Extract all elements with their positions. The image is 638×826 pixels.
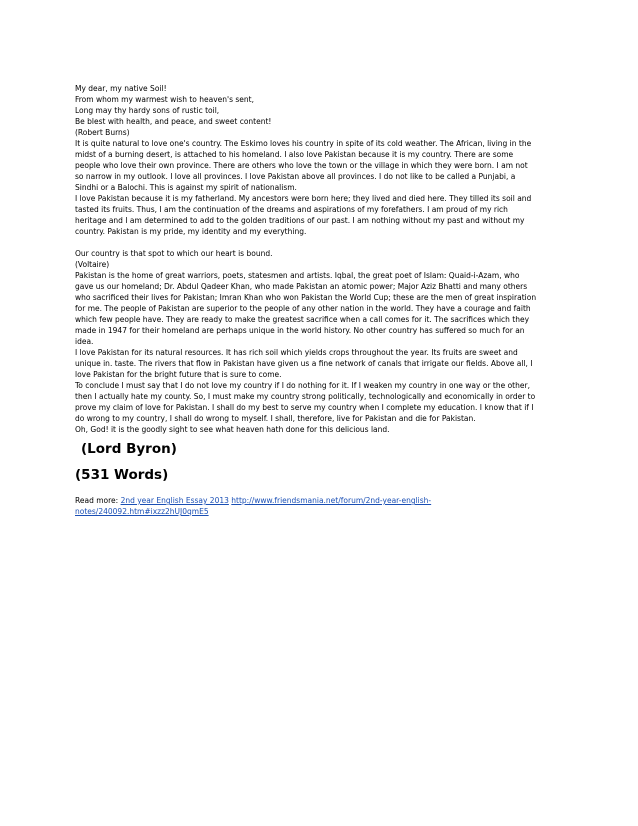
paragraph-line: prove my claim of love for Pakistan. I shall do my best to serve my country when I complete my education. I know that if I <box>75 403 534 412</box>
paragraph-line: Sindhi or a Balochi. This is against my spirit of nationalism. <box>75 183 297 192</box>
read-more-line <box>75 495 565 506</box>
quote-voltaire <box>75 248 565 270</box>
url-link-part-2[interactable]: notes/240092.htm#ixzz2hUJ0qmE5 <box>75 507 209 516</box>
paragraph-line: gave us our homeland; Dr. Abdul Qadeer Khan, who made Pakistan an atomic power; Major Aziz Bhatti and many others <box>75 282 528 291</box>
paragraph-line: for me. The people of Pakistan are superior to the people of any other nation in the world. They have a courage and faith <box>75 304 531 313</box>
poem-line: Be blest with health, and peace, and sweet content! <box>75 117 272 126</box>
paragraph-line: then I actually hate my county. So, I must make my country strong politically, technologically and economically in order to <box>75 392 536 401</box>
paragraph-fatherland <box>75 193 565 237</box>
paragraph-line: tasted its fruits. Thus, I am the continuation of the dreams and aspirations of my forefathers. I am proud of my rich <box>75 205 508 214</box>
paragraph-line: do wrong to my country, I shall do wrong to myself. I shall, therefore, live for Pakistan and die for Pakistan. <box>75 414 476 423</box>
poem-attribution: (Robert Burns) <box>75 128 130 137</box>
heading-word-count: (531 Words) <box>75 467 169 483</box>
paragraph-line: I love Pakistan because it is my fatherland. My ancestors were born here; they lived and died here. They tilled its soil and <box>75 194 532 203</box>
paragraph-line: which few people have. They are ready to make the greatest sacrifice when a call comes for it. The sacrifices which they <box>75 315 530 324</box>
document-page <box>75 83 565 517</box>
paragraph-line: To conclude I must say that I do not love my country if I do nothing for it. If I weaken my country in one way or the other, <box>75 381 530 390</box>
paragraph-line: country. Pakistan is my pride, my identity and my everything. <box>75 227 307 236</box>
poem-line: From whom my warmest wish to heaven's sent, <box>75 95 254 104</box>
paragraph-line: unique in. taste. The rivers that flow in Pakistan have given us a fine network of canals that irrigate our fields. Above all, I <box>75 359 533 368</box>
paragraph-resources <box>75 347 565 380</box>
heading-lord-byron: (Lord Byron) <box>81 441 177 457</box>
blank-line <box>75 237 565 248</box>
paragraph-nationalism <box>75 138 565 193</box>
paragraph-line: love Pakistan for the bright future that is sure to come. <box>75 370 282 379</box>
essay-link[interactable]: 2nd year English Essay 2013 <box>120 496 229 505</box>
paragraph-line: so narrow in my outlook. I love all provinces. I love Pakistan above all provinces. I do not like to be called a Punjabi, a <box>75 172 516 181</box>
paragraph-line: heritage and I am determined to add to the golden traditions of our past. I am nothing without my past and without my <box>75 216 525 225</box>
read-more-prefix: Read more: <box>75 496 121 505</box>
paragraph-heroes <box>75 270 565 347</box>
quote-attribution: (Voltaire) <box>75 260 110 269</box>
url-link-part-1[interactable]: http://www.friendsmania.net/forum/2nd-year-english- <box>231 496 432 505</box>
paragraph-line: people who love their own province. There are others who love the town or the village in which they were born. I am not <box>75 161 528 170</box>
paragraph-line: midst of a burning desert, is attached to his homeland. I also love Pakistan because it is my country. There are some <box>75 150 514 159</box>
poem-line: Long may thy hardy sons of rustic toil, <box>75 106 220 115</box>
paragraph-conclusion <box>75 380 565 435</box>
paragraph-line: Pakistan is the home of great warriors, poets, statesmen and artists. Iqbal, the great poet of Islam: Quaid-i-Azam, who <box>75 271 520 280</box>
read-more-line <box>75 506 565 517</box>
poem-line: My dear, my native Soil! <box>75 84 167 93</box>
closing-quote: Oh, God! it is the goodly sight to see what heaven hath done for this delicious land. <box>75 425 390 434</box>
paragraph-line: made in 1947 for their homeland are perhaps unique in the world history. No other country has suffered so much for an <box>75 326 525 335</box>
paragraph-line: who sacrificed their lives for Pakistan; Imran Khan who won Pakistan the World Cup; these are the men of great inspiration <box>75 293 537 302</box>
read-more <box>75 495 565 517</box>
quote-text: Our country is that spot to which our heart is bound. <box>75 249 273 258</box>
paragraph-line: idea. <box>75 337 94 346</box>
paragraph-line: I love Pakistan for its natural resources. It has rich soil which yields crops throughout the year. Its fruits are sweet and <box>75 348 518 357</box>
paragraph-line: It is quite natural to love one's country. The Eskimo loves his country in spite of its cold weather. The African, living in the <box>75 139 532 148</box>
poem-burns <box>75 83 565 138</box>
